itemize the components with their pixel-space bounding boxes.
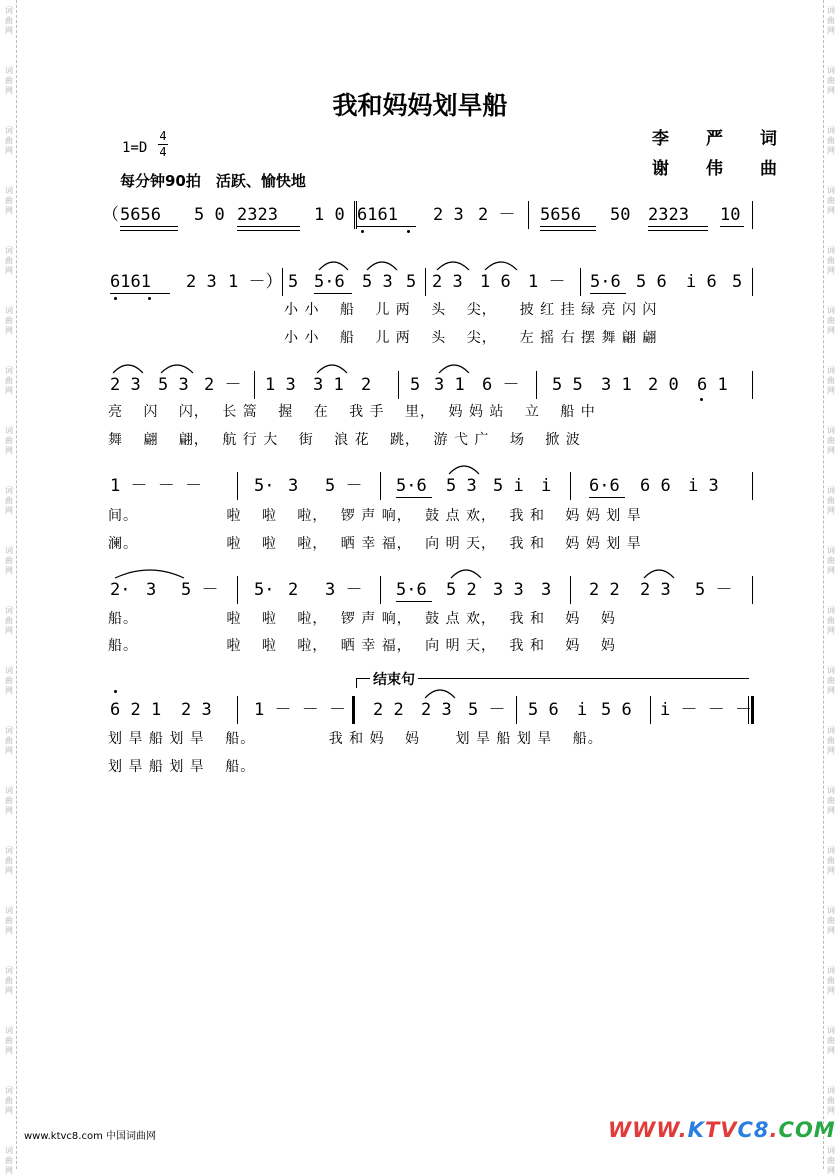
staff-row [0, 272, 840, 302]
time-signature-bottom: 4 [159, 145, 167, 159]
ending-bracket-tick [356, 678, 357, 688]
barline [516, 696, 517, 724]
staff-row [0, 580, 840, 610]
watermark-text: 词曲网 [5, 306, 13, 335]
note-group: 5 [288, 272, 299, 292]
watermark-text: 词曲网 [5, 606, 13, 635]
duration-underline [110, 293, 170, 294]
watermark-text: 词曲网 [5, 66, 13, 95]
note-group: 5 [410, 375, 421, 395]
watermark-text: 词曲网 [5, 846, 13, 875]
note-group: 2 3 [186, 272, 217, 292]
lyric-line: 澜。 啦 啦 啦， 晒 幸 福， 向 明 天， 我 和 妈 妈 划 旱 [108, 536, 642, 552]
song-title: 我和妈妈划旱船 [332, 91, 508, 120]
octave-dot [407, 230, 410, 233]
note-group: 2 [361, 375, 372, 395]
lyric-line: 间。 啦 啦 啦， 锣 声 响， 鼓 点 欢， 我 和 妈 妈 划 旱 [108, 508, 642, 524]
watermark-text: 词曲网 [5, 906, 13, 935]
watermark-text: 词曲网 [827, 1026, 835, 1055]
note-group: 5 3 [362, 272, 393, 292]
note-group: 5· [254, 580, 275, 600]
duration-underline [396, 497, 432, 498]
watermark-text: 词曲网 [5, 1146, 13, 1175]
note-group: 2 3 [433, 205, 464, 225]
note-group: 2323 [237, 205, 278, 225]
note-group: 6 2 1 [110, 700, 162, 720]
time-signature-top: 4 [159, 129, 167, 143]
watermark-text: 词曲网 [827, 546, 835, 575]
barline [570, 472, 571, 500]
note-group: 6 － [482, 375, 520, 395]
brand-logo: WWW.KTVC8.COM [608, 1118, 836, 1142]
duration-underline [314, 293, 352, 294]
duration-underline [120, 226, 178, 227]
note-group: 1 0 [314, 205, 345, 225]
note-group: 5·6 [396, 476, 427, 496]
watermark-text: 词曲网 [5, 186, 13, 215]
watermark-text: 词曲网 [827, 966, 835, 995]
watermark-text: 词曲网 [5, 546, 13, 575]
note-group: i [541, 476, 552, 496]
watermark-text: 词曲网 [5, 246, 13, 275]
note-group: 5·6 [314, 272, 345, 292]
slur-arc [450, 567, 482, 579]
watermark-text: 词曲网 [827, 306, 835, 335]
note-group: 3 [541, 580, 552, 600]
note-group: 5 － [181, 580, 219, 600]
note-group: 5 [732, 272, 743, 292]
octave-dot [148, 297, 151, 300]
note-group: 3 3 [493, 580, 524, 600]
note-group: 5 6 [636, 272, 667, 292]
note-group: 5·6 [396, 580, 427, 600]
barline [237, 472, 238, 500]
note-group: 5656 [540, 205, 581, 225]
watermark-text: 词曲网 [827, 666, 835, 695]
note-group: 1 －） [228, 272, 283, 292]
note-group: 5 3 [446, 476, 477, 496]
duration-underline [720, 226, 744, 227]
duration-underline [396, 601, 432, 602]
slur-arc [112, 362, 144, 374]
composer-credit: 谢 伟 曲 [652, 159, 787, 179]
note-group: 5 － [695, 580, 733, 600]
slur-arc [438, 362, 470, 374]
note-group: 3 1 [434, 375, 465, 395]
watermark-text: 词曲网 [827, 1146, 835, 1175]
watermark-text: 词曲网 [827, 246, 835, 275]
watermark-text: 词曲网 [5, 486, 13, 515]
barline [356, 201, 357, 229]
slur-arc [160, 362, 194, 374]
note-group: 2 0 [648, 375, 679, 395]
barline [580, 268, 581, 296]
barline [237, 576, 238, 604]
barline [570, 576, 571, 604]
note-group: 5 i [493, 476, 524, 496]
lyric-line: 船。 啦 啦 啦， 晒 幸 福， 向 明 天， 我 和 妈 妈 [108, 638, 616, 654]
watermark-text: 词曲网 [827, 6, 835, 35]
lyric-line: 小 小 船 儿 两 头 尖， 左 摇 右 摆 舞 翩 翩 [284, 330, 658, 346]
note-group: 2 3 [181, 700, 212, 720]
watermark-text: 词曲网 [827, 726, 835, 755]
note-group: i － － － [660, 700, 752, 720]
note-group: 2 3 [640, 580, 671, 600]
note-group: 5 － [325, 476, 363, 496]
watermark-text: 词曲网 [827, 66, 835, 95]
watermark-text: 词曲网 [827, 186, 835, 215]
duration-underline [120, 230, 178, 231]
watermark-text: 词曲网 [827, 426, 835, 455]
note-group: 1 － [528, 272, 566, 292]
footer-url: www.ktvc8.com 中国词曲网 [24, 1131, 157, 1142]
note-group: 2· [110, 580, 131, 600]
watermark-text: 词曲网 [5, 666, 13, 695]
time-signature [158, 130, 168, 159]
slur-arc [366, 259, 398, 271]
octave-dot [114, 690, 117, 693]
note-group: 5656 [120, 205, 161, 225]
staff-row [0, 375, 840, 405]
note-group: 2 － [478, 205, 516, 225]
watermark-text: 词曲网 [5, 366, 13, 395]
slur-arc [318, 259, 349, 271]
duration-underline [648, 230, 708, 231]
slur-arc [424, 687, 456, 699]
note-group: 2 2 [373, 700, 404, 720]
note-group: 6 1 [697, 375, 728, 395]
barline [254, 371, 255, 399]
note-group: 2 2 [589, 580, 620, 600]
duration-underline [590, 293, 626, 294]
duration-underline [540, 230, 596, 231]
lyric-line: 船。 啦 啦 啦， 锣 声 响， 鼓 点 欢， 我 和 妈 妈 [108, 611, 616, 627]
lyric-line: 划 旱 船 划 旱 船。 [108, 759, 256, 775]
watermark-text: 词曲网 [827, 366, 835, 395]
lyric-line: 小 小 船 儿 两 头 尖， 披 红 挂 绿 亮 闪 闪 [284, 302, 658, 318]
watermark-text: 词曲网 [827, 846, 835, 875]
watermark-text: 词曲网 [5, 966, 13, 995]
duration-underline [589, 497, 625, 498]
barline [282, 268, 283, 296]
watermark-text: 词曲网 [827, 126, 835, 155]
note-group: 6·6 [589, 476, 620, 496]
barline [352, 696, 355, 724]
staff-row [0, 700, 840, 730]
barline [425, 268, 426, 296]
note-group: 5 [406, 272, 417, 292]
staff-row [0, 476, 840, 506]
note-group: 5 5 [552, 375, 583, 395]
note-group: 2323 [648, 205, 689, 225]
note-group: i [577, 700, 588, 720]
note-group: 5 0 [194, 205, 225, 225]
duration-underline [237, 230, 300, 231]
note-group: 3 [146, 580, 157, 600]
note-group: i 3 [688, 476, 719, 496]
octave-dot [700, 398, 703, 401]
slur-arc [484, 259, 518, 271]
duration-underline [648, 226, 708, 227]
barline [751, 696, 754, 724]
watermark-text: 词曲网 [5, 1086, 13, 1115]
note-group: 2 3 [421, 700, 452, 720]
slur-arc [643, 567, 675, 579]
note-group: 2 3 [110, 375, 141, 395]
watermark-text: 词曲网 [827, 486, 835, 515]
note-group: 1 6 [480, 272, 511, 292]
note-group: 1 3 [265, 375, 296, 395]
lyric-line: 舞 翩 翩， 航 行 大 街 浪 花 跳， 游 弋 广 场 掀 波 [108, 432, 581, 448]
watermark-text: 词曲网 [5, 6, 13, 35]
slur-arc [114, 567, 185, 579]
barline [752, 371, 753, 399]
note-group: 5 3 [158, 375, 189, 395]
barline [528, 201, 529, 229]
note-group: 5 － [468, 700, 506, 720]
staff-row [0, 205, 840, 235]
barline [752, 472, 753, 500]
slur-arc [436, 259, 470, 271]
watermark-text: 词曲网 [827, 606, 835, 635]
barline [380, 472, 381, 500]
slur-arc [316, 362, 348, 374]
watermark-text: 词曲网 [5, 1026, 13, 1055]
barline [752, 576, 753, 604]
watermark-text: 词曲网 [827, 906, 835, 935]
barline [650, 696, 651, 724]
barline [380, 576, 381, 604]
slur-arc [448, 463, 480, 475]
barline [748, 696, 749, 724]
note-group: 6161 [357, 205, 398, 225]
note-group: 3 1 [601, 375, 632, 395]
note-group: 10 [720, 205, 741, 225]
note-group: （ [102, 205, 119, 225]
lyric-line: 划 旱 船 划 旱 船。 我 和 妈 妈 划 旱 船 划 旱 船。 [108, 731, 603, 747]
watermark-text: 词曲网 [5, 726, 13, 755]
note-group: 2 － [204, 375, 242, 395]
key-signature: 1=D [122, 140, 148, 156]
barline [752, 201, 753, 229]
note-group: 2 3 [432, 272, 463, 292]
note-group: 1 － － － [254, 700, 346, 720]
note-group: 5 2 [446, 580, 477, 600]
note-group: 6 6 [640, 476, 671, 496]
watermark-text: 词曲网 [5, 126, 13, 155]
duration-underline [357, 226, 416, 227]
ending-label: 结束句 [370, 669, 418, 689]
watermark-text: 词曲网 [827, 1086, 835, 1115]
barline [398, 371, 399, 399]
barline [536, 371, 537, 399]
tempo-marking: 每分钟90拍 活跃、愉快地 [120, 172, 306, 190]
octave-dot [361, 230, 364, 233]
duration-underline [540, 226, 596, 227]
duration-underline [237, 226, 300, 227]
note-group: 5·6 [590, 272, 621, 292]
note-group: 5 6 [601, 700, 632, 720]
note-group: 50 [610, 205, 631, 225]
barline [237, 696, 238, 724]
note-group: 3 [288, 476, 299, 496]
note-group: 3 1 [313, 375, 344, 395]
lyricist-credit: 李 严 词 [652, 129, 787, 149]
note-group: i 6 [686, 272, 717, 292]
note-group: 1 － － － [110, 476, 202, 496]
watermark-text: 词曲网 [5, 786, 13, 815]
note-group: 2 [288, 580, 299, 600]
note-group: 3 － [325, 580, 363, 600]
lyric-line: 亮 闪 闪， 长 篙 握 在 我 手 里， 妈 妈 站 立 船 中 [108, 404, 596, 420]
watermark-text: 词曲网 [827, 786, 835, 815]
note-group: 5· [254, 476, 275, 496]
watermark-text: 词曲网 [5, 426, 13, 455]
octave-dot [114, 297, 117, 300]
barline [752, 268, 753, 296]
note-group: 5 6 [528, 700, 559, 720]
note-group: 6161 [110, 272, 151, 292]
